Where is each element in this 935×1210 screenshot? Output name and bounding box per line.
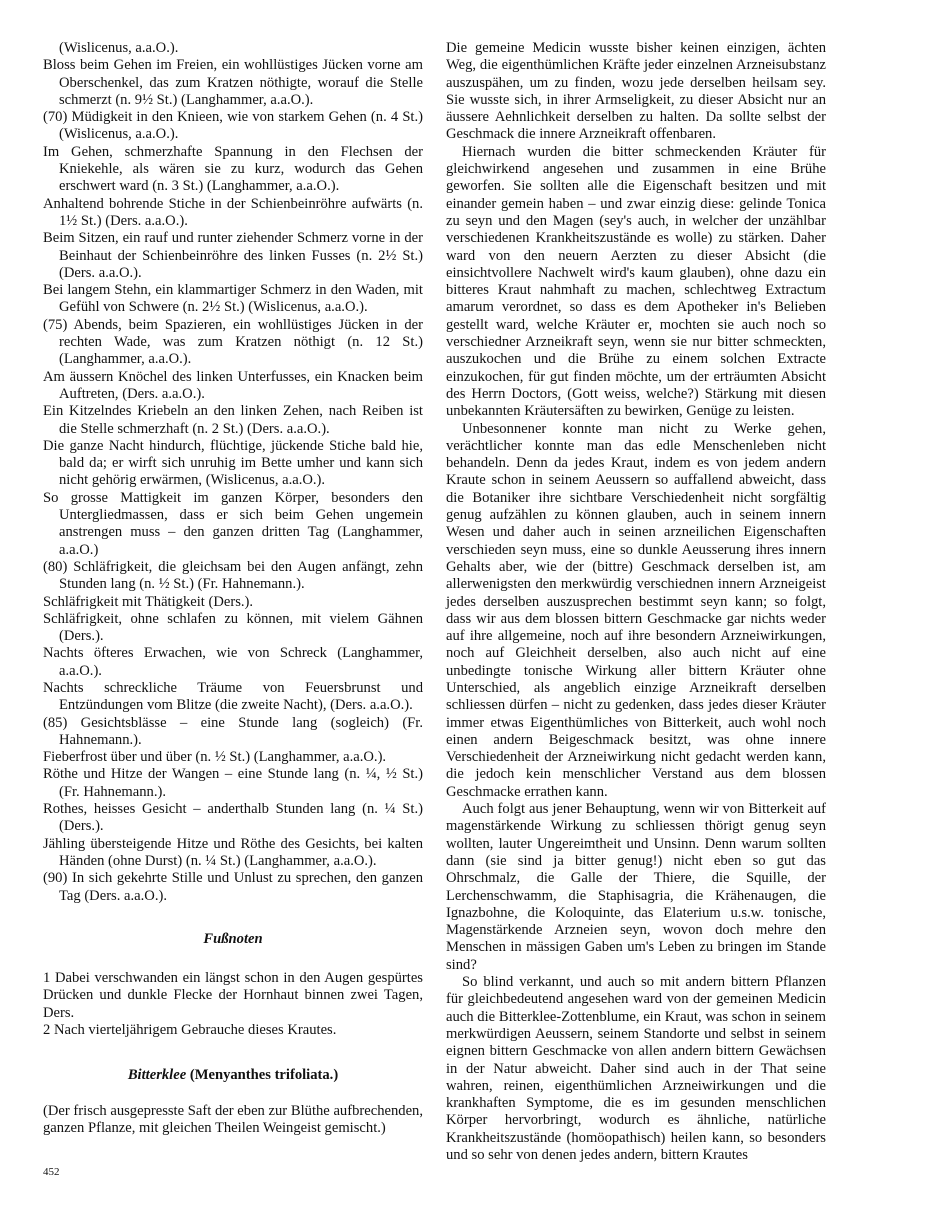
symptom-entry: Im Gehen, schmerzhafte Spannung in den Flechsen der Kniekehle, als wären sie zu kurz, wodurch das Gehen erschwert ward (n. 3 St.) (Langhammer, a.a.O.). (43, 143, 423, 195)
symptom-entry: Fieberfrost über und über (n. ½ St.) (Langhammer, a.a.O.). (43, 749, 387, 766)
right-column (446, 40, 826, 1164)
section-title-rest: (Menyanthes trifoliata.) (189, 1067, 339, 1084)
symptom-entry: Beim Sitzen, ein rauf und runter ziehender Schmerz vorne in der Beinhaut der Schienbeinröhre des linken Fusses (n. 2½ St.) (Ders. a.a.O.). (43, 230, 423, 281)
symptom-entry: Bloss beim Gehen im Freien, ein wohllüstiges Jücken vorne am Oberschenkel, das zum Kratzen nöthigte, worauf die Stelle schmerzt (n. 9½ St.) (Langhammer, a.a.O.). (43, 57, 423, 108)
footnote: 1 Dabei verschwanden ein längst schon in den Augen gespürtes Drücken und dunkle Flecke der Hornhaut binnen zwei Tagen, Ders. (43, 970, 423, 1021)
symptom-entry: Am äussern Knöchel des linken Unterfusses, ein Knacken beim Auftreten, (Ders. a.a.O.). (43, 368, 423, 402)
symptom-entry: Nachts öfteres Erwachen, wie von Schreck (Langhammer, a.a.O.). (43, 645, 423, 679)
symptom-entry: (90) In sich gekehrte Stille und Unlust zu sprechen, den ganzen Tag (Ders. a.a.O.). (43, 870, 423, 904)
entry-line: (Wislicenus, a.a.O.). (59, 40, 179, 56)
left-column (43, 40, 423, 1137)
section-title (43, 1067, 423, 1084)
symptom-entry: Schläfrigkeit mit Thätigkeit (Ders.). (43, 593, 254, 610)
symptom-entry: Jähling übersteigende Hitze und Röthe des Gesichts, bei kalten Händen (ohne Durst) (n. ¼ St.) (Langhammer, a.a.O.). (43, 835, 423, 869)
footnotes-heading: Fußnoten (203, 930, 263, 947)
section-note: (Der frisch ausgepresste Saft der eben zur Blüthe aufbrechenden, ganzen Pflanze, mit gleichen Theilen Weingeist gemischt.) (43, 1102, 423, 1136)
section-title-italic: Bitterklee (127, 1067, 187, 1084)
body-paragraph: Auch folgt aus jener Behauptung, wenn wir von Bitterkeit auf magenstärkende Wirkung zu schliessen thörigt genug seyn wollten, lauter Ungereimtheit und Unsinn. Denn warum sollten dann (sie sind ja bitter genug!) nicht eben so gut das Ohrschmalz, die Galle der Thiere, die Squille, der Lerchenschwamm, die Staphisagria, die Krähenaugen, die Ignazbohne, die Koloquinte, das Elaterium u.s.w. tonische, Magenstärkende Arzneien seyn, wovon doch mehre den Menschen in mässigen Gaben um's Leben zu bringen im Stande sind? (446, 801, 826, 973)
footnote: 2 Nach vierteljährigem Gebrauche dieses Krautes. (43, 1022, 337, 1039)
symptom-entry: So grosse Mattigkeit im ganzen Körper, besonders den Untergliedmassen, dass er sich beim Gehen ungemein anstrengen muss – den ganzen dritten Tag (Langhammer, a.a.O.) (43, 489, 423, 558)
symptom-entry: Ein Kitzelndes Kriebeln an den linken Zehen, nach Reiben ist die Stelle schmerzhaft (n. 2 St.) (Ders. a.a.O.). (43, 403, 423, 437)
body-paragraph: Hiernach wurden die bitter schmeckenden Kräuter für gleichwirkend angesehen und zusammen in eine Brühe geworfen. Sie sollten alle die Eigenschaft besitzen und mit einander gemein haben – und zwar einzig diese: gelinde Tonica zu seyn und den Magen (sey's auch, in welcher der unzählbar verschiedenen Krankheitszustände es wolle) zu stärken. Daher ward von den neuern Aerzten zu dieser Absicht (die einsichtvollere Nachwelt wird's kaum glauben), ohne dazu ein bitteres Kraut nahmhaft zu machen, schlechtweg Extractum amarum verordnet, so dass es dem Apotheker in's Belieben gestellt ward, welche Kräuter er, mochten sie auch noch so verschiedner Arzneikraft seyn, wenn sie nur bitter schmeckten, auszukochen und die Brühe zu einem solchen Extracte einzukochen, für gut finden möchte, um der erträumten Absicht des Herrn Doctors, (Gott weiss, welche?) Stärkung mit diesen unbekannten Kräutersäften zu bewirken, Genüge zu leisten. (446, 143, 826, 420)
page-number: 452 (43, 1166, 60, 1178)
symptom-entry: Anhaltend bohrende Stiche in der Schienbeinröhre aufwärts (n. 1½ St.) (Ders. a.a.O.). (43, 195, 423, 229)
symptom-entry: Röthe und Hitze der Wangen – eine Stunde lang (n. ¼, ½ St.) (Fr. Hahnemann.). (43, 766, 423, 800)
symptom-entry: (70) Müdigkeit in den Knieen, wie von starkem Gehen (n. 4 St.) (Wislicenus, a.a.O.). (43, 109, 423, 143)
symptom-entry: Schläfrigkeit, ohne schlafen zu können, mit vielem Gähnen (Ders.). (43, 610, 423, 645)
body-paragraph: Die gemeine Medicin wusste bisher keinen einzigen, ächten Weg, die eigenthümlichen Kräfte jeder einzelnen Arzneisubstanz auszuspähen, um zu finden, wozu jede derselben heilsam sey. Sie wusste sich, in ihrer Armseligkeit, zu dieser Absicht nur an äussere Aehnlichkeit derselben zu halten. Da sollte selbst der Geschmack die innere Arzneikraft offenbaren. (446, 40, 826, 143)
footnotes-heading-wrap (43, 931, 423, 948)
symptom-entry: (75) Abends, beim Spazieren, ein wohllüstiges Jücken in der rechten Wade, was zum Kratzen nöthigt (n. 12 St.) (Langhammer, a.a.O.). (43, 316, 423, 368)
symptom-entry: Die ganze Nacht hindurch, flüchtige, jückende Stiche bald hie, bald da; er wirft sich unruhig im Bette umher und kann sich nicht gehörig erwärmen, (Wislicenus, a.a.O.). (43, 437, 423, 489)
symptom-entry: (85) Gesichtsblässe – eine Stunde lang (sogleich) (Fr. Hahnemann.). (43, 714, 423, 748)
symptom-entry: (80) Schläfrigkeit, die gleichsam bei den Augen anfängt, zehn Stunden lang (n. ½ St.) (Fr. Hahnemann.). (43, 558, 423, 593)
symptom-entry: Bei langem Stehn, ein klammartiger Schmerz in den Waden, mit Gefühl von Schwere (n. 2½ St.) (Wislicenus, a.a.O.). (43, 282, 423, 316)
symptom-entry: Nachts schreckliche Träume von Feuersbrunst und Entzündungen vom Blitze (die zweite Nacht), (Ders. a.a.O.). (43, 679, 423, 714)
symptom-entry: Rothes, heisses Gesicht – anderthalb Stunden lang (n. ¼ St.) (Ders.). (43, 801, 423, 835)
body-paragraph: Unbesonnener konnte man nicht zu Werke gehen, verächtlicher konnte man das edle Menschenleben nicht behandeln. Denn da jedes Kraut, indem es von jedem andern Kraute schon in seinem Aeussern so auffallend abweicht, dass die Botaniker ihre sichtbare Verschiedenheit nicht sorgfältig genug aufzählen zu können glauben, auch in seinem innern Wesen und daher auch in seinen arzneilichen Eigenschaften verschieden seyn muss, eine so dunkle Aeusserung ihres innern Gehalts aber, wie der (bittre) Geschmack derselben ist, am allerwenigsten den merkwürdig verschiednen innern Arzneigeist jedes derselben auszusprechen bestimmt seyn kann; so folgt, dass wir aus dem blossen bittern Geschmacke gar nichts weder auf ihre allgemeine, noch auf ihre besondern Arzneiwirkungen, noch auf Gleichheit derselben, also auch nicht auf eine unbedingte tonische Wirkung aller bittern Kräuter ohne Unterschied, als angeblich einzige Arzneikraft derselben schliessen dürfen – nicht zu gedenken, dass jedes dieser Kräuter immer etwas Eigenthümliches von Bitterkeit, auch wohl noch einen andern Beigeschmack besitzt, was ohne innere Verschiedenheit der Arzneiwirkung nicht gedacht werden kann, die jedoch kein menschlicher Verstand aus dem blossen Geschmacke errathen kann. (446, 420, 826, 800)
body-paragraph: So blind verkannt, und auch so mit andern bittern Pflanzen für gleichbedeutend angesehen ward von der gemeinen Medicin auch die Bitterklee-Zottenblume, ein Kraut, was schon in seinem merkwürdigen Aeussern, seinem Standorte und selbst in seinem eignen bittern Geschmacke von allen andern bittern Gewächsen in der Natur abweicht. Daher sind auch in der That seine wahren, reinen, eigenthümlichen Arzneiwirkungen und die krankhaften Symptome, die es im gesunden menschlichen Körper hervorbringt, wodurch es ähnliche, natürliche Krankheitszustände (homöopathisch) heilen kann, so besonders und so sehr von denen jedes andern, bittern Krautes (446, 974, 826, 1163)
